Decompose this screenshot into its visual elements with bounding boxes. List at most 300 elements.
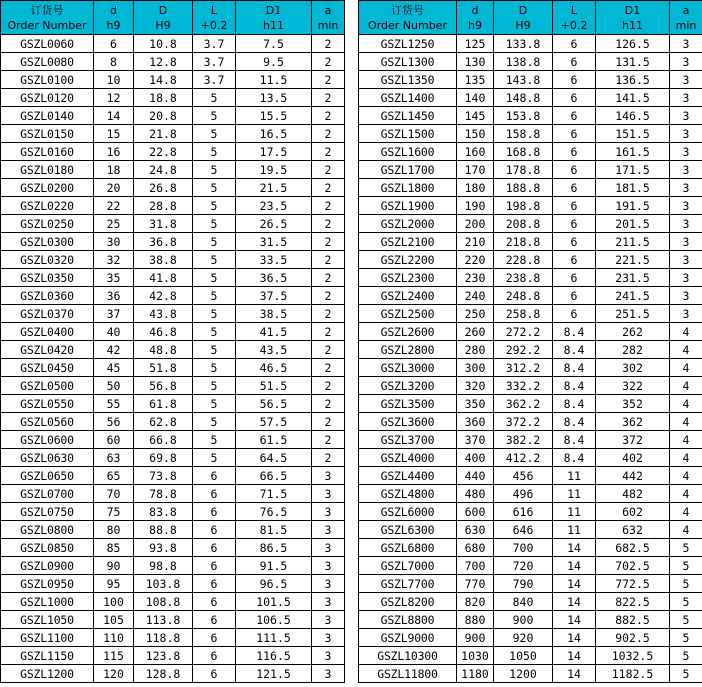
D1-cell: 231.5 <box>596 269 670 287</box>
order-number-cell: GSZL1050 <box>1 611 94 629</box>
L-cell: 5 <box>193 143 236 161</box>
L-cell: 6 <box>553 53 596 71</box>
L-cell: 14 <box>553 593 596 611</box>
a-cell: 2 <box>312 89 345 107</box>
a-cell: 2 <box>312 269 345 287</box>
a-cell: 2 <box>312 251 345 269</box>
L-cell: 5 <box>193 341 236 359</box>
L-cell: 6 <box>193 521 236 539</box>
header-row <box>359 1 702 35</box>
table-row <box>1 467 345 485</box>
a-cell: 2 <box>312 53 345 71</box>
d-cell: 170 <box>457 161 494 179</box>
table-row <box>359 233 702 251</box>
D1-cell: 902.5 <box>596 629 670 647</box>
D-cell: 21.8 <box>134 125 193 143</box>
D-cell: 78.8 <box>134 485 193 503</box>
D-cell: 42.8 <box>134 287 193 305</box>
table-row <box>1 89 345 107</box>
header-a: a min <box>670 1 702 35</box>
d-cell: 140 <box>457 89 494 107</box>
L-cell: 5 <box>193 89 236 107</box>
L-cell: 14 <box>553 665 596 683</box>
D-cell: 88.8 <box>134 521 193 539</box>
order-number-cell: GSZL1700 <box>359 161 457 179</box>
d-cell: 230 <box>457 269 494 287</box>
table-row <box>1 413 345 431</box>
D-cell: 26.8 <box>134 179 193 197</box>
L-cell: 6 <box>553 179 596 197</box>
d-cell: 100 <box>94 593 134 611</box>
a-cell: 4 <box>670 521 702 539</box>
table-row <box>359 431 702 449</box>
a-cell: 2 <box>312 395 345 413</box>
order-number-cell: GSZL0150 <box>1 125 94 143</box>
table-row <box>359 575 702 593</box>
a-cell: 2 <box>312 323 345 341</box>
L-cell: 8.4 <box>553 449 596 467</box>
a-cell: 4 <box>670 431 702 449</box>
D1-cell: 402 <box>596 449 670 467</box>
L-cell: 6 <box>553 161 596 179</box>
d-cell: 480 <box>457 485 494 503</box>
d-cell: 180 <box>457 179 494 197</box>
L-cell: 11 <box>553 467 596 485</box>
d-cell: 210 <box>457 233 494 251</box>
a-cell: 5 <box>670 539 702 557</box>
table-row <box>1 503 345 521</box>
table-row <box>1 215 345 233</box>
D1-cell: 9.5 <box>236 53 312 71</box>
a-cell: 3 <box>312 467 345 485</box>
a-cell: 3 <box>312 611 345 629</box>
table-row <box>1 53 345 71</box>
D1-cell: 51.5 <box>236 377 312 395</box>
d-cell: 95 <box>94 575 134 593</box>
L-cell: 6 <box>553 251 596 269</box>
table-row <box>1 269 345 287</box>
table-row <box>1 629 345 647</box>
d-cell: 150 <box>457 125 494 143</box>
L-cell: 6 <box>193 467 236 485</box>
L-cell: 6 <box>553 233 596 251</box>
order-number-cell: GSZL0500 <box>1 377 94 395</box>
L-cell: 14 <box>553 575 596 593</box>
order-number-cell: GSZL9000 <box>359 629 457 647</box>
order-number-cell: GSZL2300 <box>359 269 457 287</box>
table-row <box>1 161 345 179</box>
a-cell: 3 <box>670 233 702 251</box>
L-cell: 6 <box>553 287 596 305</box>
order-number-cell: GSZL0180 <box>1 161 94 179</box>
table-row <box>1 575 345 593</box>
L-cell: 5 <box>193 287 236 305</box>
table-row <box>359 395 702 413</box>
D-cell: 10.8 <box>134 35 193 53</box>
d-cell: 56 <box>94 413 134 431</box>
d-cell: 770 <box>457 575 494 593</box>
a-cell: 2 <box>312 179 345 197</box>
table-row <box>359 305 702 323</box>
D-cell: 98.8 <box>134 557 193 575</box>
D1-cell: 38.5 <box>236 305 312 323</box>
D-cell: 188.8 <box>494 179 553 197</box>
table-row <box>359 665 702 683</box>
D1-cell: 702.5 <box>596 557 670 575</box>
a-cell: 3 <box>670 305 702 323</box>
a-cell: 3 <box>670 143 702 161</box>
D-cell: 51.8 <box>134 359 193 377</box>
order-number-cell: GSZL6800 <box>359 539 457 557</box>
L-cell: 14 <box>553 629 596 647</box>
d-cell: 40 <box>94 323 134 341</box>
a-cell: 5 <box>670 611 702 629</box>
L-cell: 6 <box>193 665 236 683</box>
order-number-cell: GSZL1600 <box>359 143 457 161</box>
order-number-cell: GSZL1250 <box>359 35 457 53</box>
order-number-cell: GSZL0560 <box>1 413 94 431</box>
order-number-cell: GSZL11800 <box>359 665 457 683</box>
header-order-number: 订货号 Order Number <box>1 1 94 35</box>
table-row <box>1 323 345 341</box>
header-a: a min <box>312 1 345 35</box>
a-cell: 3 <box>670 125 702 143</box>
right-table <box>358 0 702 683</box>
order-number-cell: GSZL0370 <box>1 305 94 323</box>
d-cell: 80 <box>94 521 134 539</box>
d-cell: 22 <box>94 197 134 215</box>
d-cell: 200 <box>457 215 494 233</box>
table-row <box>359 413 702 431</box>
d-cell: 250 <box>457 305 494 323</box>
d-cell: 880 <box>457 611 494 629</box>
D1-cell: 211.5 <box>596 233 670 251</box>
a-cell: 3 <box>312 629 345 647</box>
d-cell: 680 <box>457 539 494 557</box>
L-cell: 6 <box>193 647 236 665</box>
d-cell: 36 <box>94 287 134 305</box>
order-number-cell: GSZL8800 <box>359 611 457 629</box>
table-row <box>359 251 702 269</box>
a-cell: 3 <box>670 251 702 269</box>
L-cell: 5 <box>193 449 236 467</box>
L-cell: 6 <box>193 485 236 503</box>
table-row <box>359 539 702 557</box>
a-cell: 2 <box>312 449 345 467</box>
D1-cell: 632 <box>596 521 670 539</box>
D-cell: 292.2 <box>494 341 553 359</box>
order-number-cell: GSZL4800 <box>359 485 457 503</box>
a-cell: 5 <box>670 629 702 647</box>
D-cell: 20.8 <box>134 107 193 125</box>
table-row <box>1 611 345 629</box>
D-cell: 168.8 <box>494 143 553 161</box>
table-row <box>359 359 702 377</box>
order-number-cell: GSZL4000 <box>359 449 457 467</box>
d-cell: 55 <box>94 395 134 413</box>
a-cell: 3 <box>670 161 702 179</box>
table-row <box>1 287 345 305</box>
table-row <box>359 449 702 467</box>
D-cell: 248.8 <box>494 287 553 305</box>
D-cell: 178.8 <box>494 161 553 179</box>
L-cell: 5 <box>193 125 236 143</box>
D-cell: 83.8 <box>134 503 193 521</box>
table-row <box>1 395 345 413</box>
D-cell: 456 <box>494 467 553 485</box>
a-cell: 2 <box>312 197 345 215</box>
D-cell: 138.8 <box>494 53 553 71</box>
order-number-cell: GSZL3000 <box>359 359 457 377</box>
d-cell: 360 <box>457 413 494 431</box>
d-cell: 125 <box>457 35 494 53</box>
a-cell: 4 <box>670 413 702 431</box>
d-cell: 280 <box>457 341 494 359</box>
D-cell: 43.8 <box>134 305 193 323</box>
D1-cell: 111.5 <box>236 629 312 647</box>
D1-cell: 7.5 <box>236 35 312 53</box>
header-D: D H9 <box>134 1 193 35</box>
D1-cell: 146.5 <box>596 107 670 125</box>
L-cell: 8.4 <box>553 377 596 395</box>
L-cell: 8.4 <box>553 359 596 377</box>
table-row <box>359 35 702 53</box>
header-D1: D1 h11 <box>596 1 670 35</box>
d-cell: 1030 <box>457 647 494 665</box>
table-row <box>1 377 345 395</box>
L-cell: 14 <box>553 611 596 629</box>
a-cell: 3 <box>312 539 345 557</box>
L-cell: 5 <box>193 395 236 413</box>
d-cell: 37 <box>94 305 134 323</box>
d-cell: 220 <box>457 251 494 269</box>
header-D1: D1 h11 <box>236 1 312 35</box>
D1-cell: 151.5 <box>596 125 670 143</box>
order-number-cell: GSZL1150 <box>1 647 94 665</box>
L-cell: 5 <box>193 359 236 377</box>
header-D: D H9 <box>494 1 553 35</box>
table-row <box>359 503 702 521</box>
L-cell: 3.7 <box>193 71 236 89</box>
L-cell: 6 <box>553 215 596 233</box>
L-cell: 5 <box>193 251 236 269</box>
order-number-cell: GSZL0850 <box>1 539 94 557</box>
table-row <box>359 341 702 359</box>
order-number-cell: GSZL0630 <box>1 449 94 467</box>
d-cell: 60 <box>94 431 134 449</box>
a-cell: 2 <box>312 107 345 125</box>
d-cell: 820 <box>457 593 494 611</box>
a-cell: 2 <box>312 125 345 143</box>
D-cell: 496 <box>494 485 553 503</box>
order-number-cell: GSZL1500 <box>359 125 457 143</box>
d-cell: 90 <box>94 557 134 575</box>
D1-cell: 91.5 <box>236 557 312 575</box>
L-cell: 5 <box>193 179 236 197</box>
order-number-cell: GSZL2500 <box>359 305 457 323</box>
d-cell: 12 <box>94 89 134 107</box>
order-number-cell: GSZL2000 <box>359 215 457 233</box>
table-row <box>1 233 345 251</box>
D1-cell: 201.5 <box>596 215 670 233</box>
D1-cell: 66.5 <box>236 467 312 485</box>
a-cell: 5 <box>670 647 702 665</box>
a-cell: 3 <box>312 521 345 539</box>
L-cell: 5 <box>193 107 236 125</box>
table-row <box>1 35 345 53</box>
L-cell: 6 <box>193 503 236 521</box>
order-number-cell: GSZL0350 <box>1 269 94 287</box>
D-cell: 73.8 <box>134 467 193 485</box>
table-row <box>359 593 702 611</box>
a-cell: 3 <box>670 107 702 125</box>
right-table-body <box>359 35 702 683</box>
a-cell: 4 <box>670 377 702 395</box>
a-cell: 2 <box>312 215 345 233</box>
order-number-cell: GSZL0300 <box>1 233 94 251</box>
order-number-cell: GSZL4400 <box>359 467 457 485</box>
a-cell: 3 <box>670 35 702 53</box>
a-cell: 2 <box>312 143 345 161</box>
order-number-cell: GSZL1200 <box>1 665 94 683</box>
a-cell: 2 <box>312 287 345 305</box>
order-number-cell: GSZL0120 <box>1 89 94 107</box>
a-cell: 3 <box>670 287 702 305</box>
table-row <box>1 179 345 197</box>
order-number-cell: GSZL10300 <box>359 647 457 665</box>
a-cell: 4 <box>670 503 702 521</box>
D-cell: 412.2 <box>494 449 553 467</box>
order-number-cell: GSZL0950 <box>1 575 94 593</box>
d-cell: 260 <box>457 323 494 341</box>
L-cell: 5 <box>193 161 236 179</box>
D-cell: 123.8 <box>134 647 193 665</box>
a-cell: 2 <box>312 341 345 359</box>
D-cell: 372.2 <box>494 413 553 431</box>
d-cell: 65 <box>94 467 134 485</box>
table-row <box>359 89 702 107</box>
table-row <box>1 557 345 575</box>
a-cell: 3 <box>312 557 345 575</box>
D1-cell: 33.5 <box>236 251 312 269</box>
table-row <box>1 107 345 125</box>
d-cell: 600 <box>457 503 494 521</box>
D1-cell: 116.5 <box>236 647 312 665</box>
D-cell: 133.8 <box>494 35 553 53</box>
d-cell: 42 <box>94 341 134 359</box>
L-cell: 5 <box>193 269 236 287</box>
D-cell: 41.8 <box>134 269 193 287</box>
D-cell: 128.8 <box>134 665 193 683</box>
d-cell: 1180 <box>457 665 494 683</box>
D1-cell: 121.5 <box>236 665 312 683</box>
d-cell: 70 <box>94 485 134 503</box>
L-cell: 6 <box>193 539 236 557</box>
L-cell: 14 <box>553 539 596 557</box>
d-cell: 15 <box>94 125 134 143</box>
d-cell: 50 <box>94 377 134 395</box>
D1-cell: 602 <box>596 503 670 521</box>
D1-cell: 64.5 <box>236 449 312 467</box>
D1-cell: 61.5 <box>236 431 312 449</box>
table-row <box>359 71 702 89</box>
D1-cell: 442 <box>596 467 670 485</box>
order-number-cell: GSZL2100 <box>359 233 457 251</box>
a-cell: 2 <box>312 233 345 251</box>
D-cell: 790 <box>494 575 553 593</box>
order-number-cell: GSZL2200 <box>359 251 457 269</box>
table-row <box>359 143 702 161</box>
D-cell: 646 <box>494 521 553 539</box>
table-row <box>359 197 702 215</box>
L-cell: 8.4 <box>553 413 596 431</box>
d-cell: 75 <box>94 503 134 521</box>
d-cell: 120 <box>94 665 134 683</box>
order-number-cell: GSZL3200 <box>359 377 457 395</box>
L-cell: 3.7 <box>193 35 236 53</box>
a-cell: 3 <box>670 71 702 89</box>
order-number-cell: GSZL8200 <box>359 593 457 611</box>
order-number-cell: GSZL0420 <box>1 341 94 359</box>
D-cell: 920 <box>494 629 553 647</box>
D1-cell: 31.5 <box>236 233 312 251</box>
D-cell: 332.2 <box>494 377 553 395</box>
L-cell: 6 <box>193 593 236 611</box>
a-cell: 2 <box>312 431 345 449</box>
D-cell: 118.8 <box>134 629 193 647</box>
order-number-cell: GSZL0800 <box>1 521 94 539</box>
a-cell: 4 <box>670 341 702 359</box>
D-cell: 700 <box>494 539 553 557</box>
a-cell: 3 <box>670 269 702 287</box>
table-row <box>1 539 345 557</box>
D-cell: 12.8 <box>134 53 193 71</box>
table-row <box>359 179 702 197</box>
d-cell: 190 <box>457 197 494 215</box>
table-row <box>1 485 345 503</box>
order-number-cell: GSZL0100 <box>1 71 94 89</box>
L-cell: 5 <box>193 215 236 233</box>
order-number-cell: GSZL0220 <box>1 197 94 215</box>
L-cell: 6 <box>553 269 596 287</box>
header-L: L +0.2 <box>553 1 596 35</box>
D-cell: 62.8 <box>134 413 193 431</box>
a-cell: 4 <box>670 359 702 377</box>
order-number-cell: GSZL0400 <box>1 323 94 341</box>
d-cell: 25 <box>94 215 134 233</box>
D1-cell: 43.5 <box>236 341 312 359</box>
order-number-cell: GSZL2600 <box>359 323 457 341</box>
L-cell: 11 <box>553 521 596 539</box>
D1-cell: 882.5 <box>596 611 670 629</box>
D1-cell: 302 <box>596 359 670 377</box>
D-cell: 66.8 <box>134 431 193 449</box>
left-table-body <box>1 35 345 683</box>
order-number-cell: GSZL1350 <box>359 71 457 89</box>
D-cell: 720 <box>494 557 553 575</box>
D-cell: 48.8 <box>134 341 193 359</box>
D-cell: 69.8 <box>134 449 193 467</box>
order-number-cell: GSZL3600 <box>359 413 457 431</box>
D1-cell: 191.5 <box>596 197 670 215</box>
D1-cell: 26.5 <box>236 215 312 233</box>
D1-cell: 682.5 <box>596 539 670 557</box>
a-cell: 5 <box>670 593 702 611</box>
D1-cell: 352 <box>596 395 670 413</box>
table-row <box>359 485 702 503</box>
d-cell: 110 <box>94 629 134 647</box>
table-row <box>359 107 702 125</box>
